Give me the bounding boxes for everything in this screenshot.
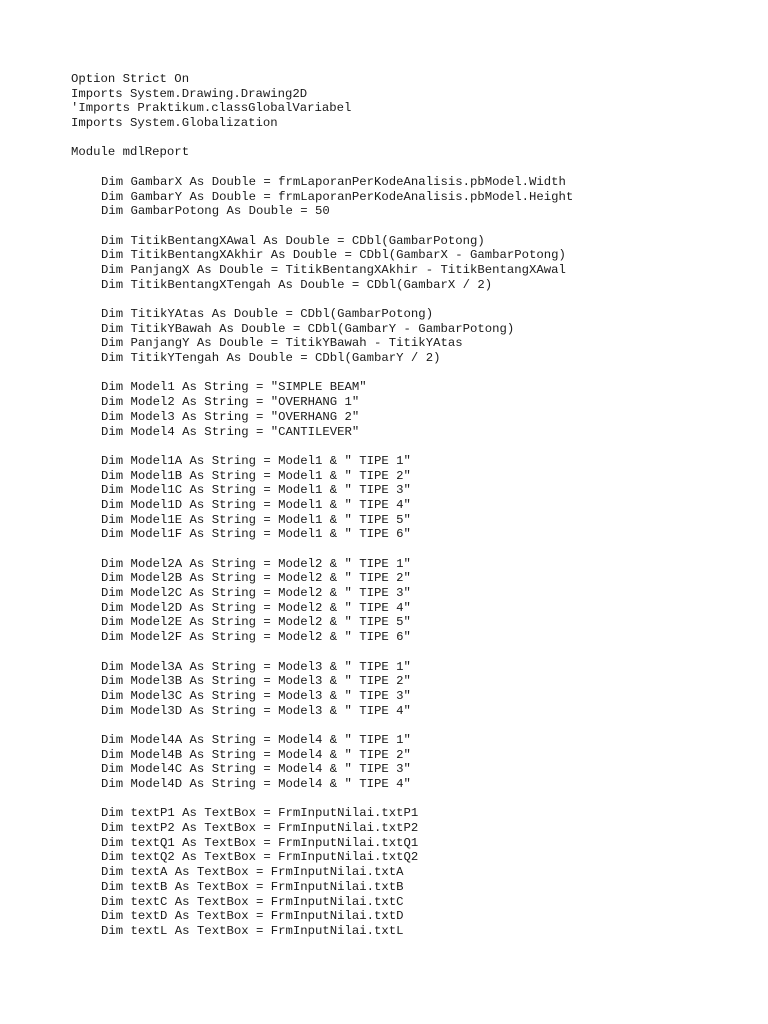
code-line: Dim Model2C As String = Model2 & " TIPE 3" <box>101 586 411 601</box>
code-line: Dim textP1 As TextBox = FrmInputNilai.txtP1 <box>101 806 419 821</box>
code-line: Dim Model2D As String = Model2 & " TIPE 4" <box>101 600 411 615</box>
code-line: Dim textA As TextBox = FrmInputNilai.txtA <box>101 865 404 880</box>
blank-line <box>71 792 761 807</box>
code-line: Dim Model3D As String = Model3 & " TIPE 4" <box>101 703 411 718</box>
code-line: Dim Model1C As String = Model1 & " TIPE 3" <box>101 483 411 498</box>
code-line: Dim textQ1 As TextBox = FrmInputNilai.txtQ1 <box>101 835 419 850</box>
code-line: Dim Model1B As String = Model1 & " TIPE 2" <box>101 468 411 483</box>
code-line: Dim Model1A As String = Model1 & " TIPE 1" <box>101 453 411 468</box>
code-line: Dim Model3A As String = Model3 & " TIPE 1" <box>101 659 411 674</box>
code-document <box>71 72 761 939</box>
blank-line <box>71 439 761 454</box>
code-line: Dim PanjangX As Double = TitikBentangXAkhir - TitikBentangXAwal <box>101 262 566 277</box>
code-block <box>71 175 761 219</box>
code-line: Option Strict On <box>71 72 190 86</box>
module-body <box>71 175 761 939</box>
code-line: Dim Model3B As String = Model3 & " TIPE 2" <box>101 674 411 689</box>
code-line: Dim textD As TextBox = FrmInputNilai.txtD <box>101 909 404 924</box>
code-line: Dim textP2 As TextBox = FrmInputNilai.txtP2 <box>101 821 419 836</box>
code-block <box>71 806 761 938</box>
code-line: Dim Model4D As String = Model4 & " TIPE 4" <box>101 777 411 791</box>
code-block <box>71 307 761 366</box>
code-line: Dim TitikYBawah As Double = CDbl(GambarY - GambarPotong) <box>101 321 515 336</box>
code-line: Dim TitikBentangXAkhir As Double = CDbl(GambarX - GambarPotong) <box>101 248 566 263</box>
code-line: Dim Model2B As String = Model2 & " TIPE 2" <box>101 571 411 586</box>
blank-line <box>71 542 761 557</box>
blank-line <box>71 219 761 234</box>
code-line: Dim textL As TextBox = FrmInputNilai.txtL <box>101 923 404 938</box>
code-line: Dim Model2 As String = "OVERHANG 1" <box>101 395 360 410</box>
module-declaration: Module mdlReport <box>71 145 190 160</box>
code-line: Dim TitikYTengah As Double = CDbl(GambarY / 2) <box>101 351 441 366</box>
code-line: Dim TitikYAtas As Double = CDbl(GambarPotong) <box>101 307 434 321</box>
code-line: Dim TitikBentangXAwal As Double = CDbl(GambarPotong) <box>101 233 485 248</box>
blank-line <box>71 292 761 307</box>
blank-line <box>71 718 761 733</box>
code-line: Dim Model3 As String = "OVERHANG 2" <box>101 409 360 424</box>
code-block <box>71 454 761 542</box>
code-block <box>71 234 761 293</box>
code-line: Imports System.Drawing.Drawing2D <box>71 86 308 101</box>
code-block <box>71 380 761 439</box>
blank-line <box>71 160 761 175</box>
code-line: Dim GambarY As Double = frmLaporanPerKodeAnalisis.pbModel.Height <box>101 189 574 204</box>
code-line: Dim Model4B As String = Model4 & " TIPE 2" <box>101 747 411 762</box>
code-block <box>71 733 761 792</box>
code-line: Dim PanjangY As Double = TitikYBawah - TitikYAtas <box>101 336 463 351</box>
code-line: Dim TitikBentangXTengah As Double = CDbl(GambarX / 2) <box>101 277 493 292</box>
code-line: Dim Model1D As String = Model1 & " TIPE 4" <box>101 497 411 512</box>
code-line: Imports System.Globalization <box>71 116 278 131</box>
code-line: Dim textC As TextBox = FrmInputNilai.txtC <box>101 894 404 909</box>
blank-line <box>71 131 761 146</box>
header-section <box>71 72 761 131</box>
code-line: Dim Model1F As String = Model1 & " TIPE 6" <box>101 527 411 542</box>
code-line: Dim Model4A As String = Model4 & " TIPE 1" <box>101 732 411 747</box>
code-line: Dim Model4 As String = "CANTILEVER" <box>101 424 360 439</box>
code-line: Dim Model4C As String = Model4 & " TIPE 3" <box>101 762 411 777</box>
blank-line <box>71 366 761 381</box>
code-line: Dim Model2E As String = Model2 & " TIPE 5" <box>101 615 411 630</box>
code-line: Dim textQ2 As TextBox = FrmInputNilai.txtQ2 <box>101 850 419 865</box>
code-block <box>71 557 761 645</box>
blank-line <box>71 645 761 660</box>
code-line: Dim Model2A As String = Model2 & " TIPE 1" <box>101 556 411 571</box>
code-line: Dim GambarX As Double = frmLaporanPerKodeAnalisis.pbModel.Width <box>101 174 566 189</box>
code-line: Dim Model2F As String = Model2 & " TIPE 6" <box>101 630 411 645</box>
code-line: Dim textB As TextBox = FrmInputNilai.txtB <box>101 879 404 894</box>
code-block <box>71 660 761 719</box>
code-line: Dim Model3C As String = Model3 & " TIPE 3" <box>101 688 411 703</box>
code-line: Dim Model1E As String = Model1 & " TIPE 5" <box>101 512 411 527</box>
code-line: Dim GambarPotong As Double = 50 <box>101 204 330 219</box>
code-line: Dim Model1 As String = "SIMPLE BEAM" <box>101 380 367 395</box>
code-line: 'Imports Praktikum.classGlobalVariabel <box>71 101 352 116</box>
